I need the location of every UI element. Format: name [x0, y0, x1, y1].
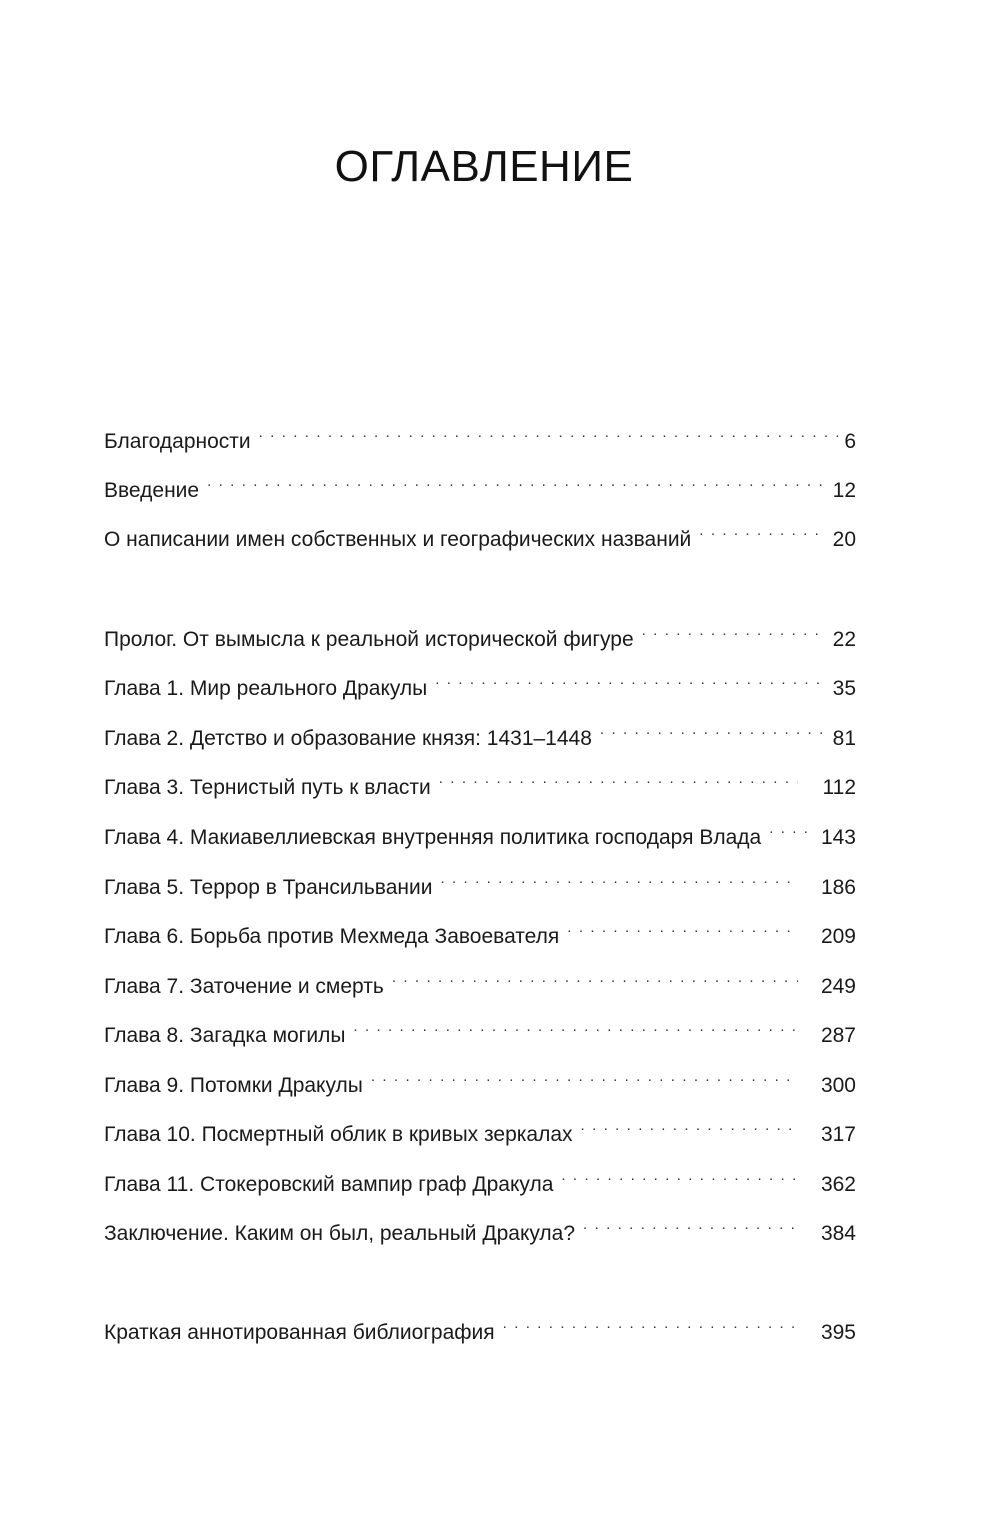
- toc-entry-label: Глава 10. Посмертный облик в кривых зеркалах: [104, 1120, 581, 1150]
- toc-entry-label: Глава 9. Потомки Дракулы: [104, 1071, 371, 1101]
- toc-entry-page: 362: [798, 1170, 856, 1200]
- dot-leader: [642, 616, 827, 646]
- toc-entry-label: Глава 6. Борьба против Мехмеда Завоевателя: [104, 922, 567, 952]
- toc-entry-chapter-7[interactable]: [104, 963, 856, 998]
- toc-entry-label: Глава 7. Заточение и смерть: [104, 972, 392, 1002]
- dot-leader: [600, 715, 827, 745]
- toc-entry-chapter-8[interactable]: [104, 1012, 856, 1047]
- toc-entry-label: О написании имен собственных и географических названий: [104, 525, 699, 555]
- toc-entry-names-note[interactable]: [104, 516, 856, 551]
- dot-leader: [581, 1111, 798, 1141]
- toc-entry-chapter-3[interactable]: [104, 764, 856, 799]
- dot-leader: [561, 1161, 798, 1191]
- dot-leader: [439, 764, 798, 794]
- dot-leader: [769, 814, 815, 844]
- dot-leader: [440, 864, 798, 894]
- toc-entry-label: Заключение. Каким он был, реальный Дракула?: [104, 1219, 583, 1249]
- dot-leader: [435, 665, 826, 695]
- toc-entry-label: Краткая аннотированная библиография: [104, 1318, 503, 1348]
- toc-entry-page: 22: [827, 625, 856, 655]
- toc-entry-page: 395: [798, 1318, 856, 1348]
- dot-leader: [207, 467, 827, 497]
- dot-leader: [353, 1012, 798, 1042]
- dot-leader: [503, 1309, 798, 1339]
- toc-entry-prologue[interactable]: [104, 616, 856, 651]
- toc-entry-page: 143: [815, 823, 856, 853]
- toc-entry-label: Глава 1. Мир реального Дракулы: [104, 674, 435, 704]
- dot-leader: [583, 1210, 798, 1240]
- toc-entry-chapter-6[interactable]: [104, 913, 856, 948]
- toc-entry-label: Глава 11. Стокеровский вампир граф Дракула: [104, 1170, 561, 1200]
- toc-entry-label: Благодарности: [104, 427, 259, 457]
- page-title: ОГЛАВЛЕНИЕ: [334, 142, 634, 191]
- dot-leader: [259, 418, 839, 448]
- toc-entry-chapter-1[interactable]: [104, 665, 856, 700]
- toc-entry-page: 384: [798, 1219, 856, 1249]
- toc-entry-page: 249: [798, 972, 856, 1002]
- toc-entry-label: Глава 3. Тернистый путь к власти: [104, 773, 439, 803]
- toc-entry-chapter-5[interactable]: [104, 864, 856, 899]
- toc-entry-bibliography[interactable]: [104, 1309, 856, 1344]
- toc-entry-chapter-10[interactable]: [104, 1111, 856, 1146]
- toc-entry-page: 186: [798, 873, 856, 903]
- toc-entry-page: 81: [827, 724, 856, 754]
- toc-entry-page: 209: [798, 922, 856, 952]
- toc-entry-label: Глава 2. Детство и образование князя: 1431–1448: [104, 724, 600, 754]
- toc-entry-chapter-9[interactable]: [104, 1062, 856, 1097]
- toc-entry-chapter-4[interactable]: [104, 814, 856, 849]
- dot-leader: [567, 913, 798, 943]
- toc-entry-label: Пролог. От вымысла к реальной исторической фигуре: [104, 625, 642, 655]
- toc-entry-page: 35: [827, 674, 856, 704]
- toc-entry-acknowledgements[interactable]: [104, 418, 856, 453]
- dot-leader: [699, 516, 826, 546]
- toc-entry-page: 287: [798, 1021, 856, 1051]
- toc-entry-page: 20: [827, 525, 856, 555]
- toc-entry-chapter-11[interactable]: [104, 1161, 856, 1196]
- toc-entry-page: 317: [798, 1120, 856, 1150]
- toc-entry-chapter-2[interactable]: [104, 715, 856, 750]
- toc-entry-label: Глава 4. Макиавеллиевская внутренняя политика господаря Влада: [104, 823, 769, 853]
- toc-entry-page: 112: [798, 773, 856, 803]
- toc-entry-label: Глава 5. Террор в Трансильвании: [104, 873, 440, 903]
- toc-entry-page: 12: [827, 476, 856, 506]
- toc-entry-page: 300: [798, 1071, 856, 1101]
- toc-entry-label: Глава 8. Загадка могилы: [104, 1021, 353, 1051]
- dot-leader: [371, 1062, 798, 1092]
- dot-leader: [392, 963, 798, 993]
- toc-entry-page: 6: [838, 427, 856, 457]
- toc-entry-label: Введение: [104, 476, 207, 506]
- toc-entry-introduction[interactable]: [104, 467, 856, 502]
- toc-entry-conclusion[interactable]: [104, 1210, 856, 1245]
